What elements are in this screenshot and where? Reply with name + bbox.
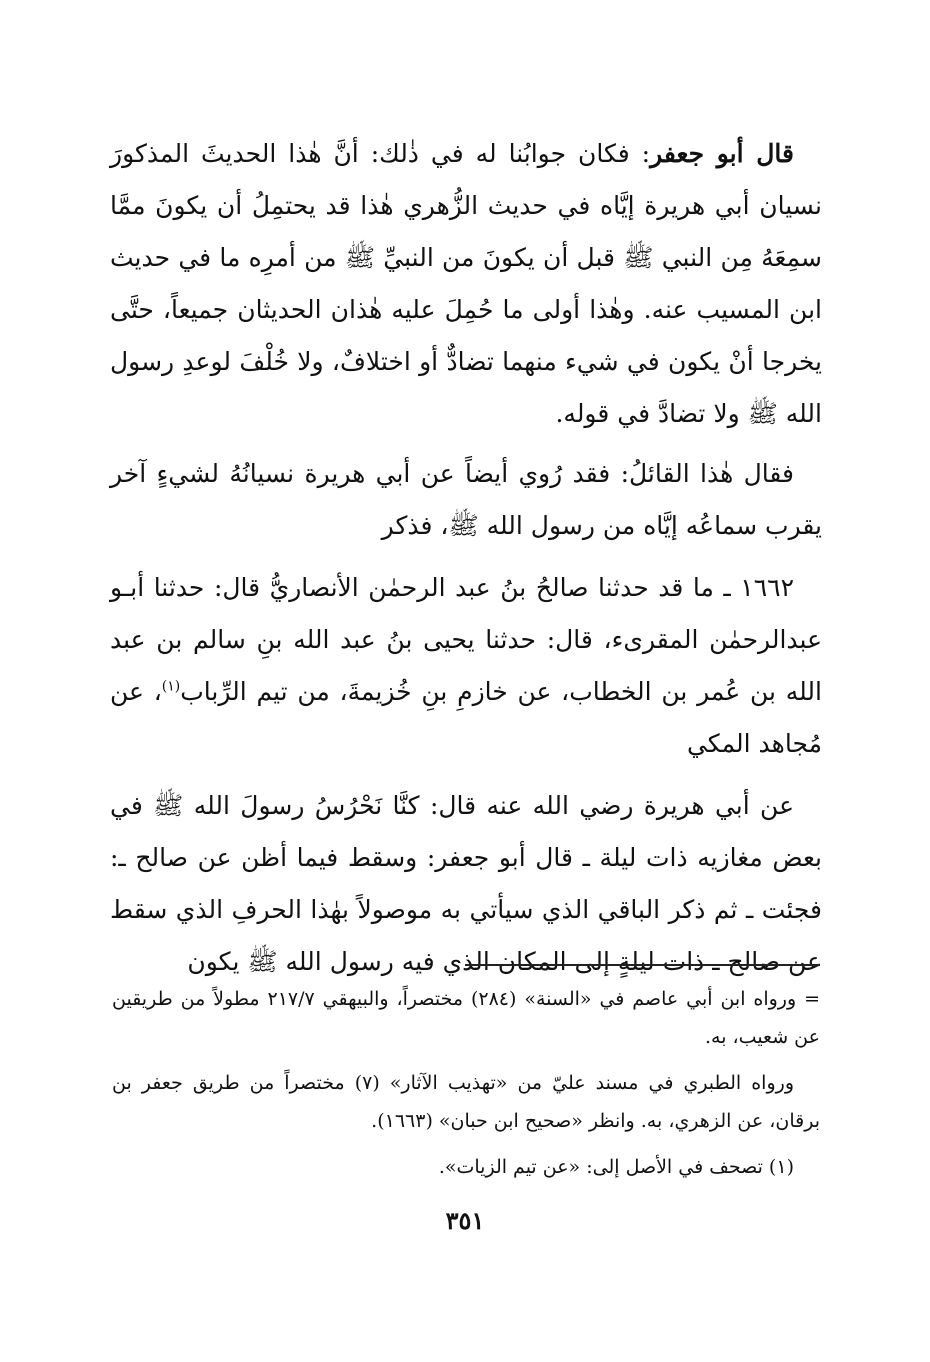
speaker-lead: قال أبو جعفر <box>650 139 794 168</box>
footnote-continuation: = ورواه ابن أبي عاصم في «السنة» (٢٨٤) مختصراً، والبيهقي ٢١٧/٧ مطولاً من طريقين عن شعيب، به. <box>112 988 820 1048</box>
paragraph-2 <box>110 448 822 552</box>
footnote-marker-1[interactable]: (١) <box>161 678 181 695</box>
hadith-isnad-tail: ، عن مُجاهد المكي <box>110 677 822 758</box>
hadith-isnad-text: ١٦٦٢ ـ ما قد حدثنا صالحُ بنُ عبد الرحمٰن الأنصاريُّ قال: حدثنا أبـو عبدالرحمٰن المقرىء، قال: حدثنا يحيى بنُ عبد الله بنِ سالم بن عبد الله بن عُمر بن الخطاب، عن خازمِ بنِ خُزيمةَ، من تيم الرِّباب <box>110 573 822 706</box>
hadith-isnad <box>110 562 822 770</box>
footnotes <box>112 980 820 1186</box>
hadith-matn <box>110 780 822 988</box>
paragraph-1-text: : فكان جوابُنا له في ذٰلك: أنَّ هٰذا الحديثَ المذكورَ نسيان أبي هريرة إيَّاه في حديث الزُّهري هٰذا قد يحتمِلُ أن يكونَ ممَّا سمِعَهُ مِن النبي ﷺ قبل أن يكونَ من النبيِّ ﷺ من أمرِه ما في حديث ابن المسيب عنه. وهٰذا أولى ما حُمِلَ عليه هٰذان الحديثان جميعاً، حتَّى يخرجا أنْ يكون في شيء منهما تضادٌّ أو اختلافٌ، ولا خُلْفَ لوعدِ رسول الله ﷺ ولا تضادَّ في قوله. <box>110 139 822 428</box>
paragraph-1 <box>110 128 822 440</box>
footnote-tabari: ورواه الطبري في مسند عليّ من «تهذيب الآثار» (٧) مختصراً من طريق جعفر بن برقان، عن الزهري، به. وانظر «صحيح ابن حبان» (١٦٦٣). <box>112 1072 820 1132</box>
footnote-separator <box>465 964 820 966</box>
hadith-matn-text: عن أبي هريرة رضي الله عنه قال: كنَّا نَحْرُسُ رسولَ الله ﷺ في بعض مغازيه ذات ليلة ـ قال أبو جعفر: وسقط فيما أظن عن صالح ـ: فجئت ـ ثم ذكر الباقي الذي سيأتي به موصولاً بهٰذا الحرفِ الذي سقط عن صالح ـ ذات ليلةٍ إلى المكان الذي فيه رسول الله ﷺ يكون <box>110 791 822 976</box>
page-number: ٣٥١ <box>445 1206 485 1235</box>
paragraph-2-text: فقال هٰذا القائلُ: فقد رُوي أيضاً عن أبي هريرة نسيانُهُ لشيءٍ آخر يقرب سماعُه إيَّاه من رسول الله ﷺ، فذكر <box>110 459 822 540</box>
main-text <box>110 128 822 988</box>
footnote-1: (١) تصحف في الأصل إلى: «عن تيم الزيات». <box>438 1156 794 1178</box>
